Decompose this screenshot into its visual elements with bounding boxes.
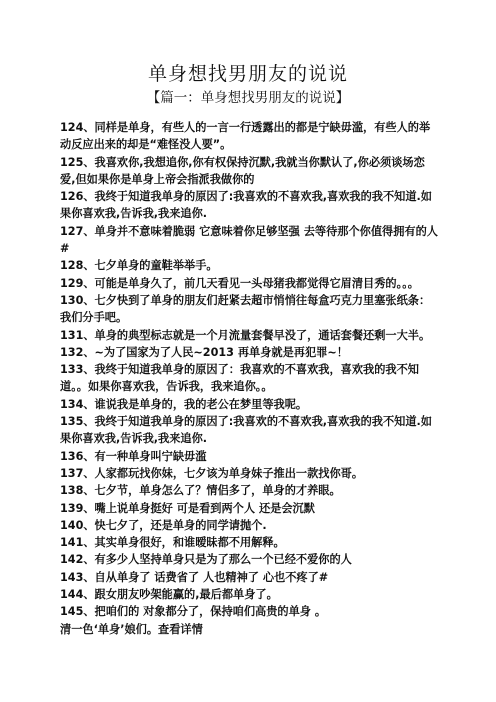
entry-127: 127、单身并不意味着脆弱 它意味着你足够坚强 去等待那个你值得拥有的人# (60, 224, 438, 256)
entry-145: 145、把咱们的 对象都分了，保持咱们高贵的单身 。 (60, 605, 327, 619)
entry-134: 134、谁说我是单身的，我的老公在梦里等我呢。 (60, 397, 308, 411)
document-title: 单身想找男朋友的说说 (147, 63, 348, 85)
entry-143: 143、自从单身了 话费省了 人也精神了 心也不疼了# (60, 570, 329, 584)
entry-131: 131、单身的典型标志就是一个月流量套餐早没了，通话套餐还剩一大半。 (60, 328, 431, 342)
entry-130: 130、七夕快到了单身的朋友们赶紧去超市悄悄往每盒巧克力里塞张纸条：我们分手吧。 (60, 293, 431, 325)
entry-124: 124、同样是单身，有些人的一言一行透露出的都是宁缺毋滥，有些人的举动反应出来的却是“难怪没人要”。 (60, 121, 431, 152)
entry-136: 136、有一种单身叫宁缺毋滥 (60, 449, 207, 463)
entry-129: 129、可能是单身久了，前几天看见一头母猪我都觉得它眉清目秀的。。。 (60, 276, 419, 290)
entry-144: 144、跟女朋友吵架能赢的,最后都单身了。 (60, 588, 278, 602)
document-body (60, 119, 438, 638)
entry-125: 125、我喜欢你,我想追你,你有权保持沉默,我就当你默认了,你必须谈场恋爱,但如果你是单身上帝会指派我做你的 (60, 155, 425, 186)
entry-140: 140、快七夕了，还是单身的同学请抛个. (60, 518, 267, 532)
section-heading: 【篇一：单身想找男朋友的说说】 (146, 90, 350, 106)
entry-141: 141、其实单身很好，和谁暧昧都不用解释。 (60, 536, 285, 550)
entry-135: 135、我终于知道我单身的原因了:我喜欢的不喜欢我,喜欢我的我不知道.如果你喜欢我,告诉我,我来追你. (60, 415, 432, 446)
entry-139: 139、嘴上说单身挺好 可是看到两个人 还是会沉默 (60, 501, 315, 515)
entry-128: 128、七夕单身的童鞋举举手。 (60, 259, 218, 273)
entry-133: 133、我终于知道我单身的原因了：我喜欢的不喜欢我，喜欢我的我不知道。。如果你喜欢我，告诉我，我来追你。。 (60, 363, 419, 394)
entry-132: 132、~为了国家为了人民~2013 再单身就是再犯罪~！ (60, 345, 348, 359)
entry-138: 138、七夕节，单身怎么了？情侣多了，单身的才养眼。 (60, 484, 341, 498)
entry-137: 137、人家都玩找你妹，七夕该为单身妹子推出一款找你哥。 (60, 466, 364, 480)
entry-126: 126、我终于知道我单身的原因了:我喜欢的不喜欢我,喜欢我的我不知道.如果你喜欢我,告诉我,我来追你. (60, 190, 432, 221)
entry-142: 142、有多少人坚持单身只是为了那么一个已经不爱你的人 (60, 553, 352, 567)
closing-line: 清一色‘单身’娘们。查看详情 (60, 622, 203, 636)
